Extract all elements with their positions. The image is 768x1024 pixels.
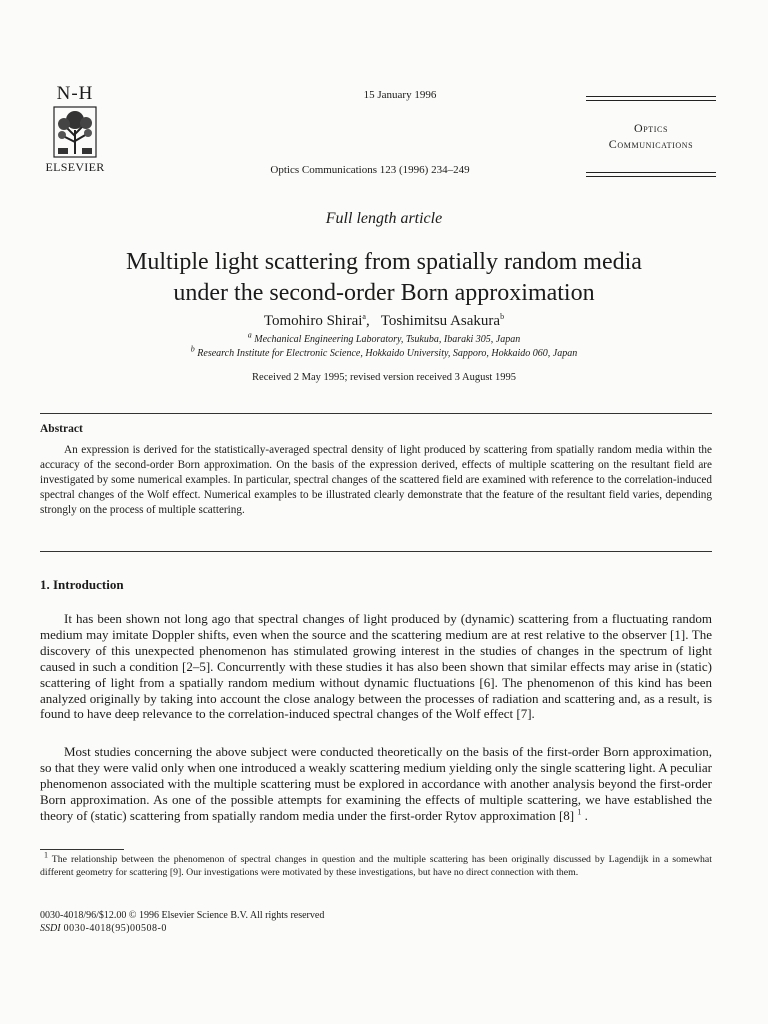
ssdi-label: SSDI bbox=[40, 923, 61, 934]
publisher-name: ELSEVIER bbox=[45, 160, 105, 174]
issue-date: 15 January 1996 bbox=[363, 89, 437, 101]
body-paragraph bbox=[40, 744, 712, 824]
footnote-reference: 1 bbox=[577, 807, 582, 817]
journal-name bbox=[586, 120, 716, 152]
body-paragraph: It has been shown not long ago that spectral changes of light produced by (dynamic) scattering from a fluctuating random medium may imitate Doppler shifts, even when the source and the scattering medium are at rest relative to the observer [1]. The discovery of this unexpected phenomenon has stimulated growing interest in the studies of changes in the spectrum of light caused in such a condition [2–5]. Concurrently with these studies it has also been shown that similar effects may arise in (static) scattering of light from a spatially random medium without dynamic fluctuations [6]. The phenomenon of this kind has been analyzed originally by taking into account the close analogy between the processes of radiation and scattering and, as a result, is found to have deep relevance to the correlation-induced spectral changes of the Wolf effect [7]. bbox=[40, 611, 712, 722]
journal-name-line1: Optics bbox=[633, 121, 669, 135]
title-line-1: Multiple light scattering from spatially random media bbox=[126, 249, 642, 275]
footnote-text: The relationship between the phenomenon of spectral changes in question and the multiple scattering has been originally discussed by Lagendijk in a somewhat different geometry for scattering [9]. Our investigations were motivated by these investigations, but have no direct connection with them. bbox=[40, 854, 712, 878]
ssdi-code: 0030-4018(95)00508-0 bbox=[63, 923, 167, 934]
abstract-rule-bottom bbox=[40, 551, 712, 552]
section-heading: 1. Introduction bbox=[40, 577, 124, 592]
affiliation-mark: b bbox=[190, 344, 195, 354]
abstract-heading: Abstract bbox=[40, 423, 83, 435]
author-list: Tomohiro Shirai$^a$, Toshimitsu Asakura$^b$ bbox=[263, 312, 505, 329]
ssdi-line bbox=[40, 923, 167, 934]
received-dates: Received 2 May 1995; revised version received 3 August 1995 bbox=[252, 372, 516, 383]
author-affiliation-mark: a bbox=[362, 312, 366, 321]
publisher-logo bbox=[30, 84, 120, 175]
paragraph-end: . bbox=[584, 807, 588, 823]
logo-monogram: N-H bbox=[56, 83, 94, 104]
affiliation-mark: a bbox=[247, 330, 252, 340]
article-type: Full length article bbox=[325, 210, 443, 227]
title-line-2: under the second-order Born approximation bbox=[173, 280, 595, 306]
affiliation-b bbox=[0, 344, 768, 359]
footnote bbox=[40, 850, 712, 879]
author-name: Toshimitsu Asakura bbox=[380, 313, 501, 329]
journal-rule-bottom bbox=[586, 172, 716, 177]
paragraph-text: Most studies concerning the above subject were conducted theoretically on the basis of the first-order Born approximation, so that they were valid only when one introduced a weakly scattering medium yielding only the single scattering light. A peculiar phenomenon associated with the multiple scattering must be explored in accordance with another analysis beyond the first-order Born approximation. As one of the possible attempts for examining the effects of multiple scattering, we have established the theory of (static) scattering from spatially random media under the first-order Rytov approximation [8] bbox=[40, 744, 712, 823]
author-affiliation-mark: b bbox=[500, 312, 505, 321]
article-title bbox=[40, 247, 728, 309]
abstract-rule-top bbox=[40, 413, 712, 414]
elsevier-tree-icon bbox=[53, 106, 97, 158]
footnote-mark: 1 bbox=[44, 850, 48, 860]
copyright-line: 0030-4018/96/$12.00 © 1996 Elsevier Science B.V. All rights reserved bbox=[40, 910, 325, 921]
affiliation-text: Research Institute for Electronic Science, Hokkaido University, Sapporo, Hokkaido 060, Japan bbox=[197, 348, 578, 359]
journal-name-line2: Communications bbox=[608, 137, 694, 151]
author-name: Tomohiro Shirai bbox=[263, 313, 363, 329]
footnote-rule bbox=[40, 849, 124, 850]
affiliation-a bbox=[0, 330, 768, 345]
abstract-text: An expression is derived for the statistically-averaged spectral density of light produced by scattering from spatially random media within the accuracy of the second-order Born approximation. On the basis of the expression derived, effects of multiple scattering on the resultant field are investigated by some numerical examples. In particular, spectral changes of the scattered field are examined with reference to the correlation-induced spectral changes of the Wolf effect. Numerical examples to be illustrated clearly demonstrate that the feature of the resultant field varies, depending strongly on the process of multiple scattering. bbox=[40, 444, 712, 516]
journal-reference: Optics Communications 123 (1996) 234–249 bbox=[270, 164, 470, 176]
journal-rule-top bbox=[586, 96, 716, 101]
affiliation-text: Mechanical Engineering Laboratory, Tsukuba, Ibaraki 305, Japan bbox=[254, 334, 521, 345]
